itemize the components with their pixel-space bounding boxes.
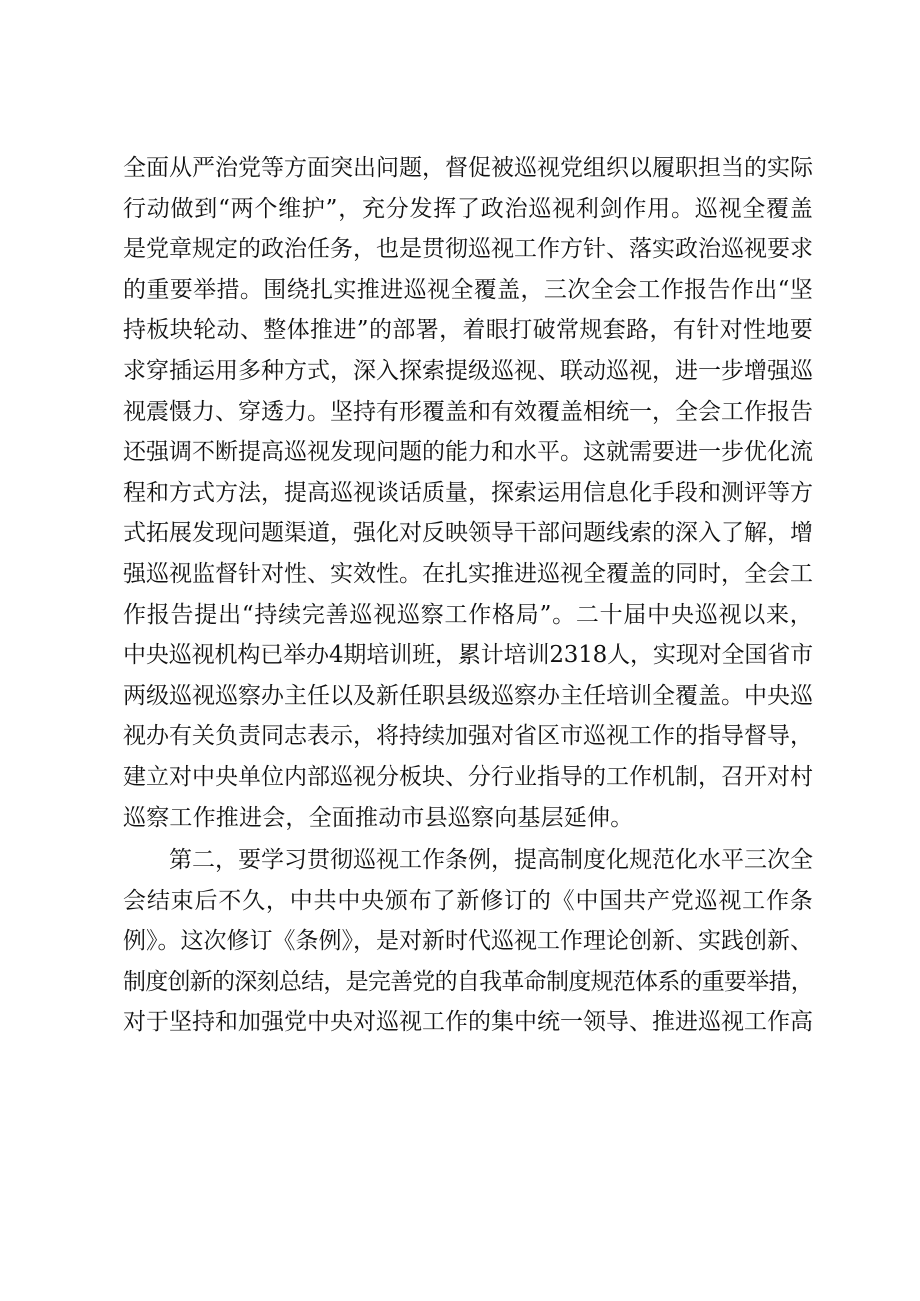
text-line: 程和方式方法，提高巡视谈话质量，探索运用信息化手段和测评等方 (123, 479, 813, 506)
paragraph-1 (123, 148, 813, 838)
text-line: 行动做到“两个维护”，充分发挥了政治巡视利剑作用。巡视全覆盖 (123, 195, 813, 222)
text-line: 例》。这次修订《条例》，是对新时代巡视工作理论创新、实践创新、 (123, 928, 813, 955)
text-line: 中央巡视机构已举办4期培训班，累计培训2318人，实现对全国省市 (123, 642, 813, 669)
text-line: 会结束后不久，中共中央颁布了新修订的《中国共产党巡视工作条 (123, 887, 813, 914)
paragraph-2 (123, 840, 813, 1043)
text-line: 的重要举措。围绕扎实推进巡视全覆盖，三次全会工作报告作出“坚 (123, 276, 813, 303)
text-line: 作报告提出“持续完善巡视巡察工作格局”。二十届中央巡视以来， (123, 601, 813, 628)
text-line: 持板块轮动、整体推进”的部署，着眼打破常规套路，有针对性地要 (123, 317, 813, 344)
text-line: 视震慑力、穿透力。坚持有形覆盖和有效覆盖相统一，全会工作报告 (123, 398, 813, 425)
text-line: 式拓展发现问题渠道，强化对反映领导干部问题线索的深入了解，增 (123, 520, 813, 547)
text-line: 视办有关负责同志表示，将持续加强对省区市巡视工作的指导督导， (123, 723, 813, 750)
text-line: 两级巡视巡察办主任以及新任职县级巡察办主任培训全覆盖。中央巡 (123, 682, 813, 709)
text-line: 求穿插运用多种方式，深入探索提级巡视、联动巡视，进一步增强巡 (123, 357, 813, 384)
text-line: 制度创新的深刻总结，是完善党的自我革命制度规范体系的重要举措， (123, 968, 813, 995)
text-line: 对于坚持和加强党中央对巡视工作的集中统一领导、推进巡视工作高 (123, 1009, 813, 1036)
text-line: 强巡视监督针对性、实效性。在扎实推进巡视全覆盖的同时，全会工 (123, 560, 813, 587)
text-line: 建立对中央单位内部巡视分板块、分行业指导的工作机制，召开对村 (123, 763, 813, 790)
text-line: 巡察工作推进会，全面推动市县巡察向基层延伸。 (123, 804, 634, 831)
text-line: 全面从严治党等方面突出问题，督促被巡视党组织以履职担当的实际 (123, 155, 813, 181)
text-line: 还强调不断提高巡视发现问题的能力和水平。这就需要进一步优化流 (123, 439, 813, 466)
body-text (123, 148, 813, 1043)
text-line: 是党章规定的政治任务，也是贯彻巡视工作方针、落实政治巡视要求 (123, 236, 813, 263)
text-line: 第二，要学习贯彻巡视工作条例，提高制度化规范化水平三次全 (169, 847, 813, 874)
